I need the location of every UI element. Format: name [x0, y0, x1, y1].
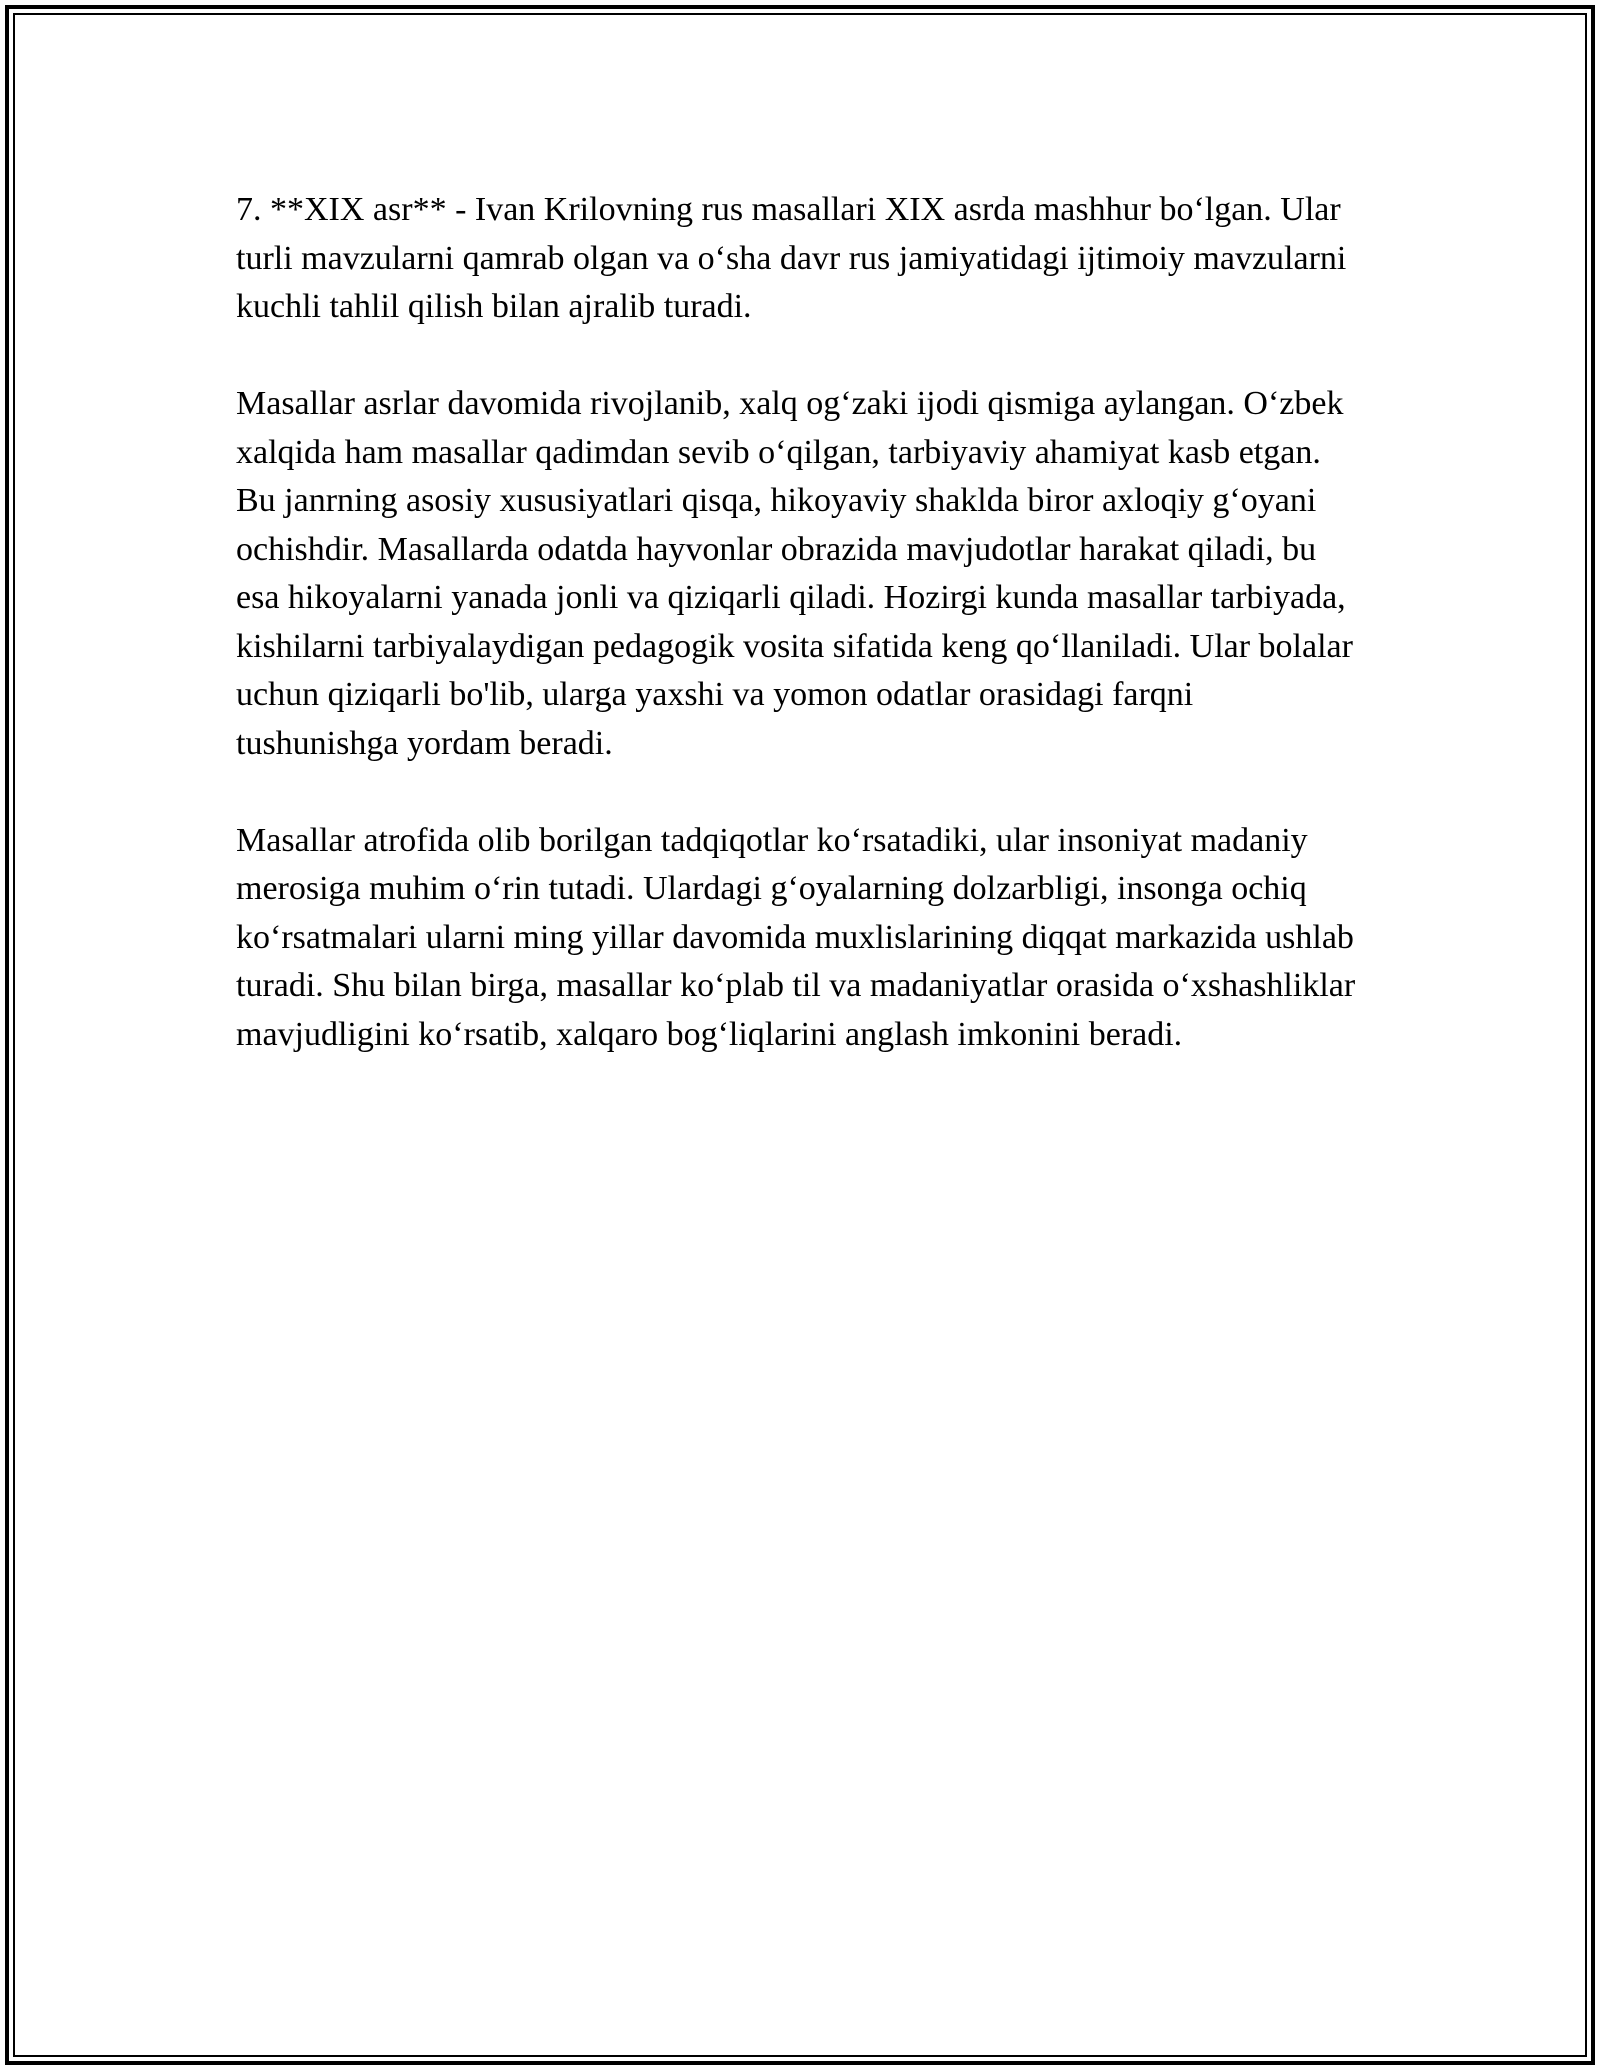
paragraph-xix-century: 7. **XIX asr** - Ivan Krilovning rus masallari XIX asrda mashhur bo‘lgan. Ular turli mavzularni qamrab olgan va o‘sha davr rus jamiyatidagi ijtimoiy mavzularni kuchli tahlil qilish bilan ajralib turadi.: [236, 191, 1347, 325]
paragraph-fables-development: Masallar asrlar davomida rivojlanib, xalq og‘zaki ijodi qismiga aylangan. O‘zbek xalqida ham masallar qadimdan sevib o‘qilgan, tarbiyaviy ahamiyat kasb etgan. Bu janrning asosiy xususiyatlari qisqa, hikoyaviy shaklda biror axloqiy g‘oyani ochishdir. Masallarda odatda hayvonlar obrazida mavjudotlar harakat qiladi, bu esa hikoyalarni yanada jonli va qiziqarli qiladi. Hozirgi kunda masallar tarbiyada, kishilarni tarbiyalaydigan pedagogik vosita sifatida keng qo‘llaniladi. Ular bolalar uchun qiziqarli bo'lib, ularga yaxshi va yomon odatlar orasidagi farqni tushunishga yordam beradi.: [236, 385, 1353, 762]
document-body: [236, 186, 1361, 1108]
paragraph-fables-research: Masallar atrofida olib borilgan tadqiqotlar ko‘rsatadiki, ular insoniyat madaniy merosiga muhim o‘rin tutadi. Ulardagi g‘oyalarning dolzarbligi, insonga ochiq ko‘rsatmalari ularni ming yillar davomida muxlislarining diqqat markazida ushlab turadi. Shu bilan birga, masallar ko‘plab til va madaniyatlar orasida o‘xshashliklar mavjudligini ko‘rsatib, xalqaro bog‘liqlarini anglash imkonini beradi.: [236, 821, 1356, 1053]
